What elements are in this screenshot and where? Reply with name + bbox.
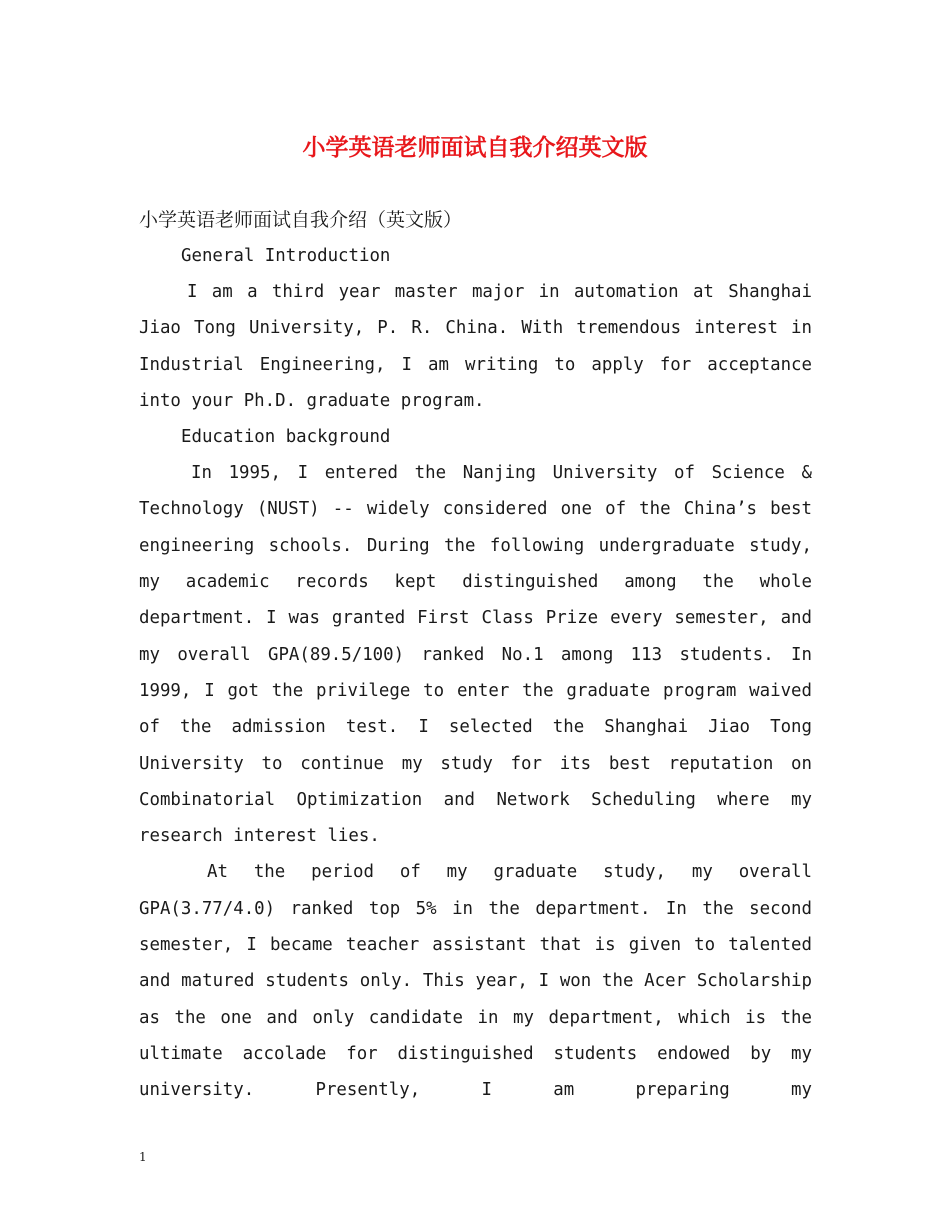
paragraph-education-undergraduate: In 1995, I entered the Nanjing University of Science & Technology (NUST) -- widely considered one of the China’s best engineering schools. During the following undergraduate study, my academic records kept distinguished among the whole department. I was granted First Class Prize every semester, and my overall GPA(89.5/100) ranked No.1 among 113 students. In 1999, I got the privilege to enter the graduate program waived of the admission test. I selected the Shanghai Jiao Tong University to continue my study for its best reputation on Combinatorial Optimization and Network Scheduling where my research interest lies. — [139, 463, 812, 847]
paragraph-general-introduction: I am a third year master major in automation at Shanghai Jiao Tong University, P. R. China. With tremendous interest in Industrial Engineering, I am writing to apply for acceptance into your Ph.D. graduate program. — [139, 282, 812, 411]
page-number: 1 — [139, 1150, 147, 1164]
section-heading-general-introduction: General Introduction — [181, 246, 391, 266]
section-heading-education-background: Education background — [181, 427, 391, 448]
document-title: 小学英语老师面试自我介绍英文版 — [302, 134, 648, 161]
paragraph-education-graduate: At the period of my graduate study, my overall GPA(3.77/4.0) ranked top 5% in the department. In the second semester, I became teacher assistant that is given to talented and matured students only. This year, I won the Acer Scholarship as the one and only candidate in my department, which is the ultimate accolade for distinguished students endowed by my university. Presently, I am preparing my — [139, 862, 812, 1101]
document-body — [139, 202, 812, 1109]
document-subtitle: 小学英语老师面试自我介绍（英文版） — [139, 209, 463, 231]
